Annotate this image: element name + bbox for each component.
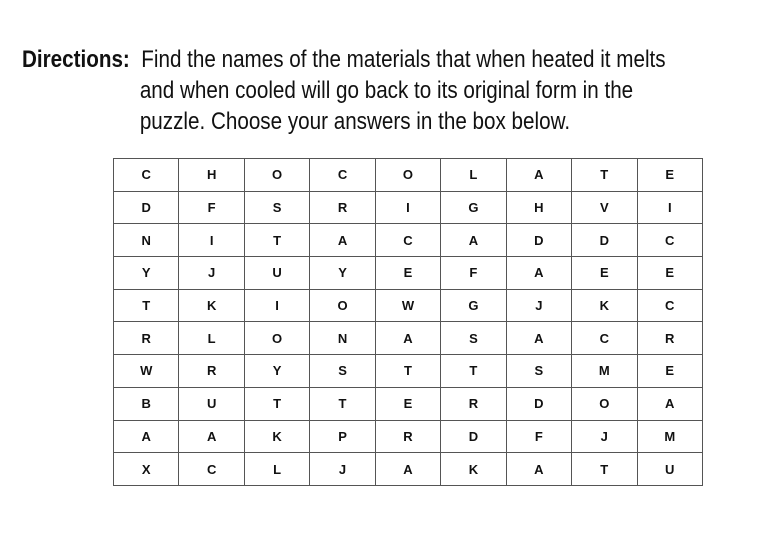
grid-cell: S <box>310 355 375 388</box>
grid-row <box>114 191 703 224</box>
grid-row <box>114 387 703 420</box>
grid-cell: M <box>572 355 637 388</box>
grid-cell: T <box>572 453 637 486</box>
grid-cell: R <box>179 355 244 388</box>
grid-cell: D <box>572 224 637 257</box>
grid-cell: E <box>375 387 440 420</box>
grid-cell: C <box>637 224 703 257</box>
directions-line-1 <box>22 44 666 75</box>
grid-cell: I <box>637 191 703 224</box>
grid-cell: F <box>506 420 571 453</box>
grid-cell: C <box>375 224 440 257</box>
grid-cell: P <box>310 420 375 453</box>
grid-cell: A <box>375 453 440 486</box>
grid-cell: K <box>179 289 244 322</box>
grid-cell: K <box>572 289 637 322</box>
grid-cell: R <box>637 322 703 355</box>
grid-cell: C <box>179 453 244 486</box>
grid-cell: U <box>179 387 244 420</box>
grid-cell: S <box>441 322 506 355</box>
grid-cell: T <box>114 289 179 322</box>
grid-cell: D <box>114 191 179 224</box>
grid-cell: C <box>114 159 179 192</box>
grid-cell: T <box>244 387 309 420</box>
grid-cell: L <box>244 453 309 486</box>
grid-cell: O <box>375 159 440 192</box>
grid-cell: S <box>244 191 309 224</box>
grid-row <box>114 322 703 355</box>
grid-cell: D <box>506 224 571 257</box>
grid-cell: U <box>244 257 309 290</box>
grid-cell: M <box>637 420 703 453</box>
grid-cell: C <box>310 159 375 192</box>
grid-cell: U <box>637 453 703 486</box>
grid-cell: T <box>310 387 375 420</box>
grid-cell: R <box>375 420 440 453</box>
grid-cell: E <box>637 355 703 388</box>
grid-cell: H <box>179 159 244 192</box>
grid-row <box>114 289 703 322</box>
directions-line-2: and when cooled will go back to its original form in the <box>139 77 634 104</box>
grid-cell: C <box>637 289 703 322</box>
directions-line-3: puzzle. Choose your answers in the box below. <box>139 108 571 135</box>
grid-row <box>114 257 703 290</box>
grid-row <box>114 420 703 453</box>
grid-cell: I <box>244 289 309 322</box>
grid-cell: J <box>310 453 375 486</box>
grid-cell: A <box>506 453 571 486</box>
grid-cell: G <box>441 191 506 224</box>
grid-cell: T <box>375 355 440 388</box>
grid-cell: E <box>637 159 703 192</box>
grid-cell: F <box>179 191 244 224</box>
directions-text <box>22 44 666 137</box>
grid-cell: I <box>375 191 440 224</box>
grid-cell: A <box>506 322 571 355</box>
grid-row <box>114 355 703 388</box>
grid-cell: V <box>572 191 637 224</box>
grid-cell: J <box>506 289 571 322</box>
grid-cell: E <box>637 257 703 290</box>
grid-cell: N <box>114 224 179 257</box>
grid-cell: R <box>114 322 179 355</box>
grid-cell: L <box>441 159 506 192</box>
grid-cell: C <box>572 322 637 355</box>
grid-cell: W <box>375 289 440 322</box>
grid-cell: A <box>506 257 571 290</box>
grid-cell: A <box>179 420 244 453</box>
grid-cell: R <box>441 387 506 420</box>
grid-cell: A <box>114 420 179 453</box>
grid-cell: K <box>244 420 309 453</box>
grid-cell: J <box>179 257 244 290</box>
grid-cell: S <box>506 355 571 388</box>
grid-cell: D <box>506 387 571 420</box>
grid-cell: T <box>572 159 637 192</box>
grid-cell: I <box>179 224 244 257</box>
grid-cell: A <box>441 224 506 257</box>
grid-row <box>114 224 703 257</box>
grid-cell: Y <box>310 257 375 290</box>
grid-cell: X <box>114 453 179 486</box>
grid-cell: D <box>441 420 506 453</box>
grid-cell: R <box>310 191 375 224</box>
grid-cell: Y <box>244 355 309 388</box>
grid-row <box>114 159 703 192</box>
grid-cell: O <box>244 159 309 192</box>
grid-cell: A <box>637 387 703 420</box>
grid-cell: O <box>244 322 309 355</box>
directions-text-1: Find the names of the materials that when heated it melts <box>141 46 666 73</box>
grid-cell: O <box>572 387 637 420</box>
grid-cell: J <box>572 420 637 453</box>
grid-cell: Y <box>114 257 179 290</box>
word-search-grid <box>113 158 703 486</box>
grid-cell: O <box>310 289 375 322</box>
grid-cell: W <box>114 355 179 388</box>
grid-cell: T <box>441 355 506 388</box>
grid-cell: H <box>506 191 571 224</box>
word-search-body <box>114 159 703 486</box>
grid-cell: E <box>572 257 637 290</box>
grid-cell: G <box>441 289 506 322</box>
grid-cell: F <box>441 257 506 290</box>
grid-cell: A <box>310 224 375 257</box>
grid-cell: T <box>244 224 309 257</box>
grid-row <box>114 453 703 486</box>
grid-cell: K <box>441 453 506 486</box>
grid-cell: A <box>506 159 571 192</box>
grid-cell: E <box>375 257 440 290</box>
grid-cell: L <box>179 322 244 355</box>
directions-label: Directions: <box>22 46 130 73</box>
grid-cell: B <box>114 387 179 420</box>
grid-cell: A <box>375 322 440 355</box>
grid-cell: N <box>310 322 375 355</box>
